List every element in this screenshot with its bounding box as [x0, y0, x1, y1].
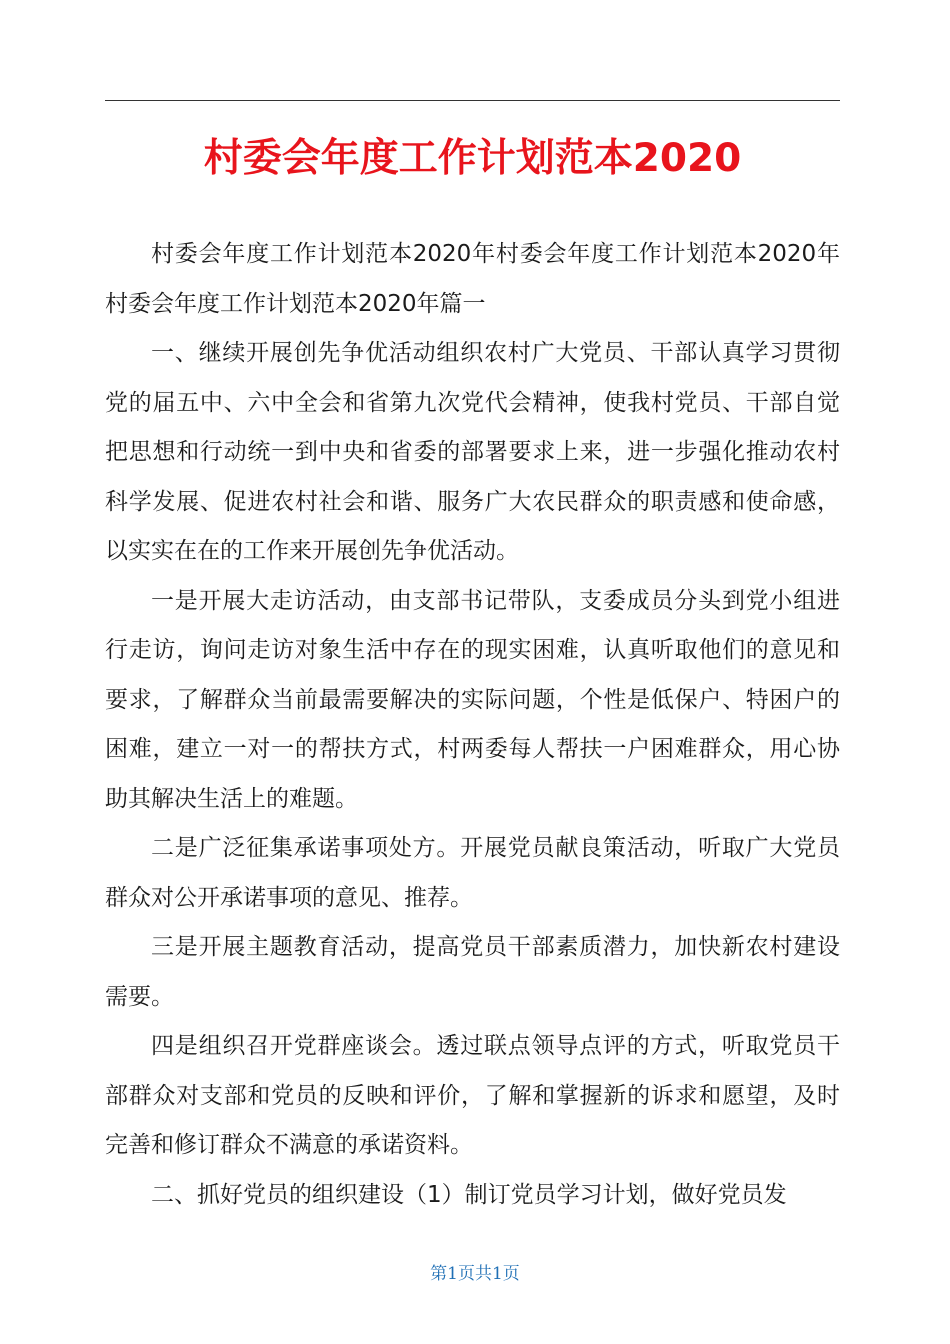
paragraph-item-1: 一是开展大走访活动，由支部书记带队，支委成员分头到党小组进行走访，询问走访对象生活中存在的现实困难，认真听取他们的意见和要求，了解群众当前最需要解决的实际问题，个性是低保户、特困户的困难，建立一对一的帮扶方式，村两委每人帮扶一户困难群众，用心协助其解决生活上的难题。 [105, 587, 840, 812]
header-rule [105, 100, 840, 101]
paragraph-item-2: 二是广泛征集承诺事项处方。开展党员献良策活动，听取广大党员群众对公开承诺事项的意见、推荐。 [105, 835, 840, 911]
paragraph-intro: 村委会年度工作计划范本2020年村委会年度工作计划范本2020年村委会年度工作计划范本2020年篇一 [105, 241, 840, 317]
paragraph-section-2: 二、抓好党员的组织建设（1）制订党员学习计划，做好党员发 [151, 1181, 787, 1208]
document-title: 村委会年度工作计划范本2020 [203, 136, 742, 182]
paragraph-section-1: 一、继续开展创先争优活动组织农村广大党员、干部认真学习贯彻党的届五中、六中全会和省第九次党代会精神，使我村党员、干部自觉把思想和行动统一到中央和省委的部署要求上来，进一步强化推动农村科学发展、促进农村社会和谐、服务广大农民群众的职责感和使命感，以实实在在的工作来开展创先争优活动。 [105, 340, 840, 564]
paragraph-item-3: 三是开展主题教育活动，提高党员干部素质潜力，加快新农村建设需要。 [105, 934, 840, 1010]
page-footer: 第1页共1页 [430, 1264, 520, 1284]
paragraph-item-4: 四是组织召开党群座谈会。透过联点领导点评的方式，听取党员干部群众对支部和党员的反映和评价，了解和掌握新的诉求和愿望，及时完善和修订群众不满意的承诺资料。 [105, 1033, 840, 1158]
document-body [105, 230, 840, 1220]
